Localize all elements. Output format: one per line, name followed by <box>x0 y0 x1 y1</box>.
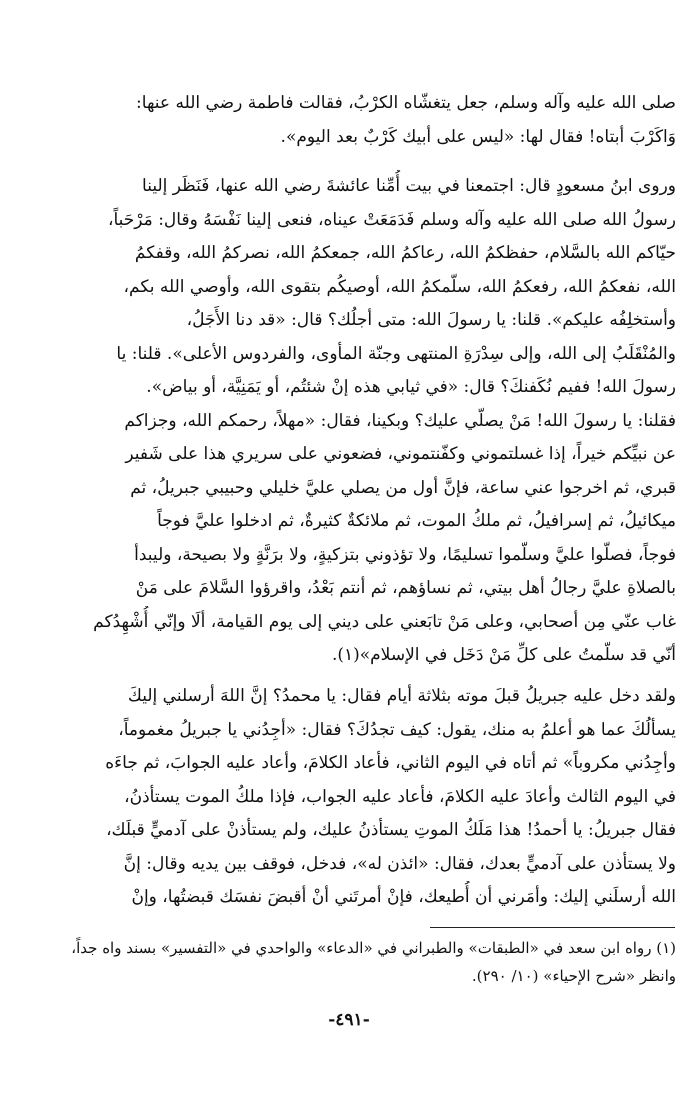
page-number: -٤٩١- <box>328 1010 370 1030</box>
text-line: رسولَ الله! ففيم نُكَفنكَ؟ قال: «في ثيابي هذه إنْ شئتُم، أو يَمَنِيَّة، أو بياض». <box>146 377 676 397</box>
text-line: ميكائيلُ، ثم إسرافيلُ، ثم ملكُ الموت، ثم ملائكةٌ كثيرةٌ، ثم ادخلوا عليَّ فوجاً <box>157 511 676 531</box>
text-line: ولا يستأذن على آدميٍّ بعدك، فقال: «ائذن له»، فدخل، فوقف بين يديه وقال: إنَّ <box>123 853 676 874</box>
text-line: قبري، ثم اخرجوا عني ساعة، فإنَّ أول من يصلي عليَّ خليلي وحبيبي جبريلُ، ثم <box>130 477 676 498</box>
footnote <box>60 934 676 990</box>
footnote-line: (١) رواه ابن سعد في «الطبقات» والطبراني في «الدعاء» والواحدي في «التفسير» بسند واه جداً، <box>71 939 676 957</box>
footnote-divider <box>430 927 675 928</box>
text-line: صلى الله عليه وآله وسلم، جعل يتغشّاه الكرْبُ، فقالت فاطمة رضي الله عنها: <box>136 93 676 113</box>
text-line: الله أرسلَني إليك: وأمَرني أن أُطيعك، فإنْ أمرتَني أنْ أقبضَ نفسَك قبضتُها، وإنْ <box>131 887 676 907</box>
text-line: غاب عنّي مِن أصحابي، وعلى مَنْ تابَعني على ديني إلى يوم القيامة، ألَا وإنّي أُشْهِدُكم <box>93 611 676 632</box>
text-line: والمُنْقَلَبُ إلى الله، وإلى سِدْرَةِ المنتهى وجنّة المأوى، والفردوس الأعلى». قلنا: يا <box>116 343 676 364</box>
text-line: ولقد دخل عليه جبريلُ قبلَ موته بثلاثة أيام فقال: يا محمدُ؟ إنَّ اللهَ أرسلني إليكَ <box>127 686 676 706</box>
text-line: حيّاكم الله بالسَّلام، حفظكمُ الله، رعاكمُ الله، جمعكمُ الله، نصركمُ الله، وقفكمُ <box>134 243 676 263</box>
text-line: في اليوم الثالث وأعادَ عليه الكلامَ، فأعاد عليه الجواب، فإذا ملكُ الموت يستأذنُ، <box>124 786 676 807</box>
text-line: أنّي قد سلّمتُ على كلِّ مَنْ دَخَل في الإسلام»(١). <box>331 645 676 665</box>
paragraph-fatima <box>60 87 676 154</box>
text-line: وَاكَرْبَ أبتاه! فقال لها: «ليس على أبيك كَرْبٌ بعد اليوم». <box>280 126 676 147</box>
text-line: الله، نفعكمُ الله، رفعكمُ الله، سلّمكمُ الله، أوصيكُم بتقوى الله، وأوصي الله بكم، <box>123 276 676 297</box>
text-line: وأستخلِفُه عليكم». قلنا: يا رسولَ الله: متى أجلُك؟ قال: «قد دنا الأَجَلُ، <box>186 310 676 330</box>
text-line: يسألُكَ عما هو أعلمُ به منك، يقول: كيف تجدُكَ؟ فقال: «أجِدُني يا جبريلُ مغموماً، <box>118 719 676 740</box>
paragraph-jibril <box>60 680 676 915</box>
text-line: فقلنا: يا رسولَ الله! مَنْ يصلّي عليك؟ وبكينا، فقال: «مهلاً، رحمكم الله، وجزاكم <box>124 410 676 431</box>
footnote-line: وانظر «شرح الإحياء» (١٠/ ٢٩٠). <box>471 967 676 985</box>
text-line: بالصلاةِ عليَّ رجالُ أهل بيتي، ثم نساؤهم، ثم أنتم بَعْدُ، واقرؤوا السَّلامَ على مَنْ <box>135 578 676 598</box>
text-line: فوجاً، فصلّوا عليَّ وسلّموا تسليمًا، ولا تؤذوني بتزكيةٍ، ولا برَنَّةٍ ولا بصيحة، وليبدأ <box>134 544 676 565</box>
text-line: فقال جبريلُ: يا أحمدُ! هذا مَلَكُ الموتِ يستأذنُ عليك، ولم يستأذنْ على آدميٍّ قبلَك، <box>106 820 676 840</box>
text-line: رسولُ الله صلى الله عليه وآله وسلم فَدَمَعَتْ عيناه، فنعى إلينا نَفْسَهُ وقال: مَرْحَباً، <box>108 209 676 230</box>
text-line: عن نبيِّكم خيراً، إذا غسلتموني وكفّنتموني، فضعوني على سريري هذا على شَفير <box>125 444 676 464</box>
text-line: وروى ابنُ مسعودٍ قال: اجتمعنا في بيت أُمِّنا عائشةَ رضي الله عنها، فَنَظَر إلينا <box>142 176 676 196</box>
paragraph-ibn-masud <box>60 170 676 673</box>
text-line: وأجِدُني مكروباً» ثم أتاه في اليوم الثاني، فأعاد الكلامَ، وأعاد عليه الجوابَ، ثم جاءَه <box>105 753 676 773</box>
